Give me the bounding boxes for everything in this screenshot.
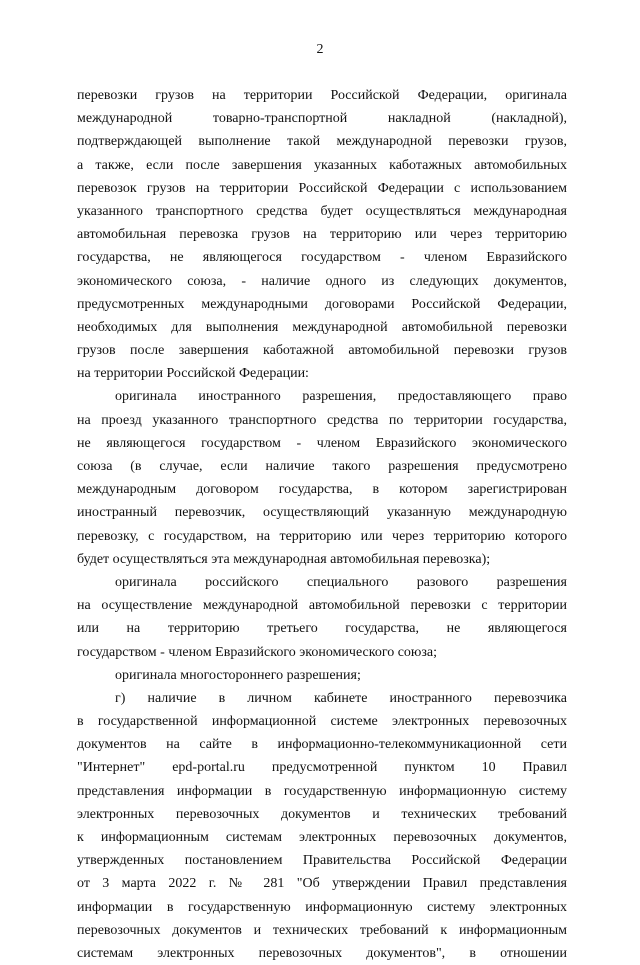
text-line: а также, если после завершения указанных каботажных автомобильных [77, 157, 567, 173]
text-line: информации в государственную информационную систему электронных [77, 899, 567, 915]
text-line: иностранный перевозчик, осуществляющий указанную международную [77, 505, 567, 521]
body-text [77, 84, 567, 965]
text-line: оригинала иностранного разрешения, предоставляющего право [115, 389, 567, 405]
text-line: электронных перевозочных документов и технических требований [77, 806, 567, 822]
text-line: к информационным системам электронных перевозочных документов, [77, 830, 567, 845]
text-line: не являющегося государством - членом Евразийского экономического [77, 435, 567, 451]
text-line: подтверждающей выполнение такой международной перевозки грузов, [77, 134, 567, 150]
text-line: необходимых для выполнения международной автомобильной перевозки [77, 319, 567, 335]
text-line: международной товарно-транспортной накладной (накладной), [77, 111, 567, 127]
text-line: представления информации в государственную информационную систему [77, 783, 567, 799]
text-line: г) наличие в личном кабинете иностранного перевозчика [115, 690, 567, 706]
text-line: перевозочных документов и технических требований к информационным [77, 922, 567, 938]
text-line: от 3 марта 2022 г. № 281 "Об утверждении Правил представления [77, 876, 567, 892]
text-line: перевозку, с государством, на территорию или через территорию которого [77, 528, 567, 544]
text-line: указанного транспортного средства будет осуществляться международная [77, 203, 567, 219]
text-line: автомобильная перевозка грузов на территорию или через территорию [77, 227, 567, 243]
text-line: предусмотренных международными договорами Российской Федерации, [77, 296, 567, 312]
text-line: на территории Российской Федерации: [77, 366, 309, 382]
text-line: государством - членом Евразийского экономического союза; [77, 644, 438, 660]
text-line: оригинала многостороннего разрешения; [115, 667, 361, 683]
text-line: будет осуществляться эта международная автомобильная перевозка); [77, 551, 491, 567]
text-line: или на территорию третьего государства, не являющегося [77, 621, 567, 637]
text-line: на осуществление международной автомобильной перевозки с территории [77, 598, 567, 614]
text-line: оригинала российского специального разового разрешения [115, 574, 567, 590]
text-line: союза (в случае, если наличие такого разрешения предусмотрено [77, 459, 567, 474]
text-line: на проезд указанного транспортного средства по территории государства, [77, 412, 567, 428]
text-line: государства, не являющегося государством - членом Евразийского [77, 250, 567, 266]
text-line: в государственной информационной системе электронных перевозочных [77, 714, 567, 730]
text-line: утвержденных постановлением Правительства Российской Федерации [77, 853, 567, 869]
text-line: грузов после завершения каботажной автомобильной перевозки грузов [77, 343, 567, 359]
text-line: международным договором государства, в котором зарегистрирован [77, 482, 567, 498]
text-line: перевозок грузов на территории Российской Федерации с использованием [77, 180, 567, 196]
text-line: "Интернет" epd-portal.ru предусмотренной пунктом 10 Правил [77, 760, 567, 776]
text-line: документов на сайте в информационно-телекоммуникационной сети [77, 737, 567, 753]
text-line: перевозки грузов на территории Российской Федерации, оригинала [77, 88, 567, 103]
page-number: 2 [316, 42, 324, 57]
text-line: экономического союза, - наличие одного из следующих документов, [77, 273, 567, 289]
text-line: системам электронных перевозочных документов", в отношении [77, 945, 567, 961]
